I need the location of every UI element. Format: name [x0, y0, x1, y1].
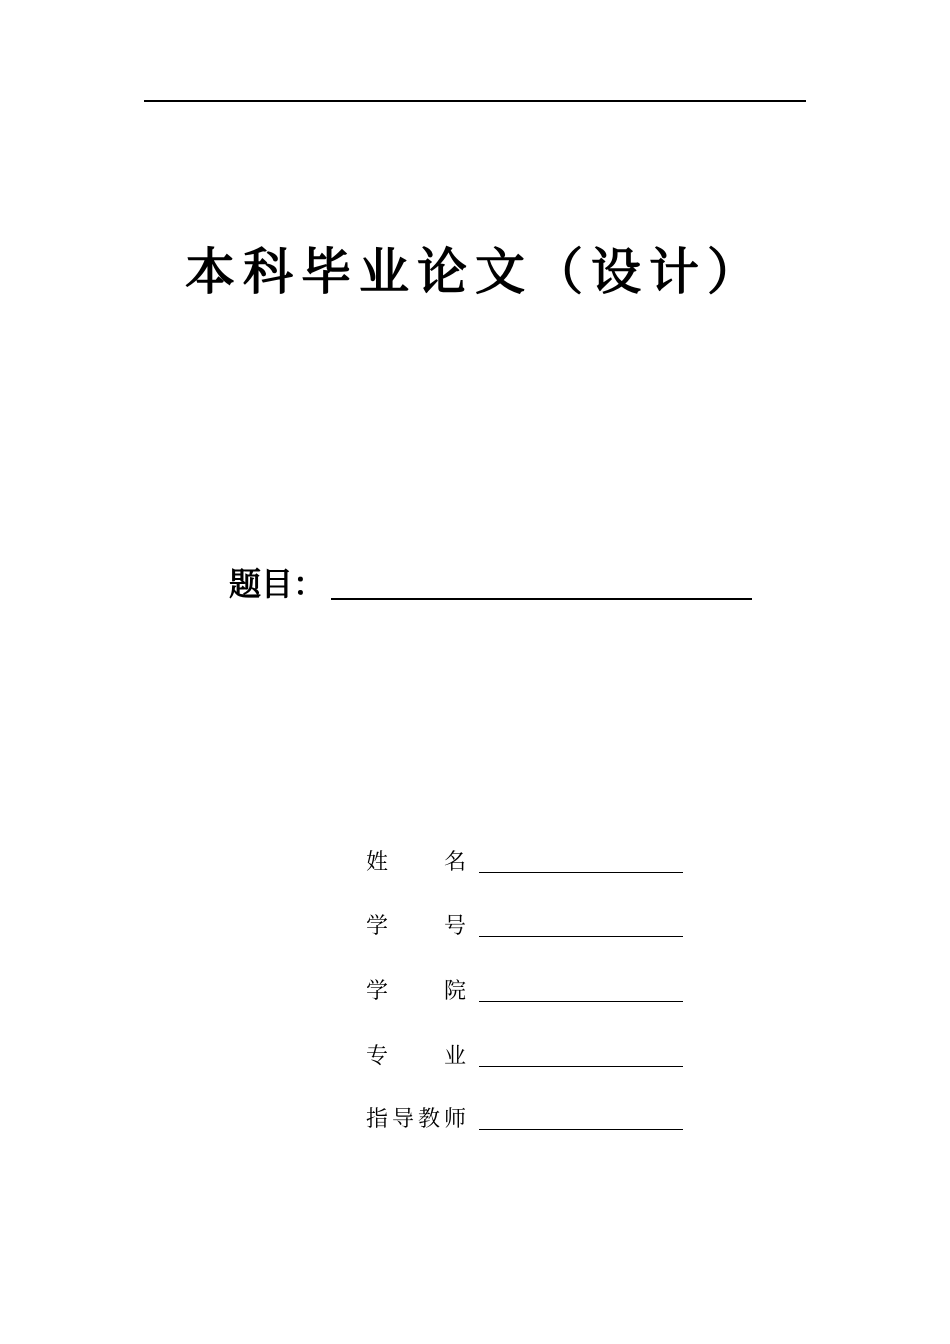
field-student-id-label: 学 号 [366, 914, 466, 939]
field-major [366, 1040, 683, 1072]
topic-row [229, 560, 752, 604]
field-name-label: 姓 名 [366, 850, 466, 875]
field-college-line[interactable] [479, 1001, 683, 1002]
field-name [366, 846, 683, 878]
header-rule [144, 100, 806, 102]
field-name-line[interactable] [479, 872, 683, 873]
field-college-label: 学 院 [366, 979, 466, 1004]
field-major-line[interactable] [479, 1066, 683, 1067]
thesis-title: 本科毕业论文（设计） [185, 242, 765, 301]
field-college [366, 975, 683, 1007]
topic-label: 题目： [229, 565, 326, 603]
field-advisor [366, 1103, 683, 1135]
field-major-label: 专 业 [366, 1044, 466, 1069]
field-advisor-line[interactable] [479, 1129, 683, 1130]
topic-fill-line[interactable] [331, 598, 752, 600]
field-student-id-line[interactable] [479, 936, 683, 937]
field-advisor-label: 指 导 教 师 [366, 1107, 466, 1132]
field-student-id [366, 910, 683, 942]
